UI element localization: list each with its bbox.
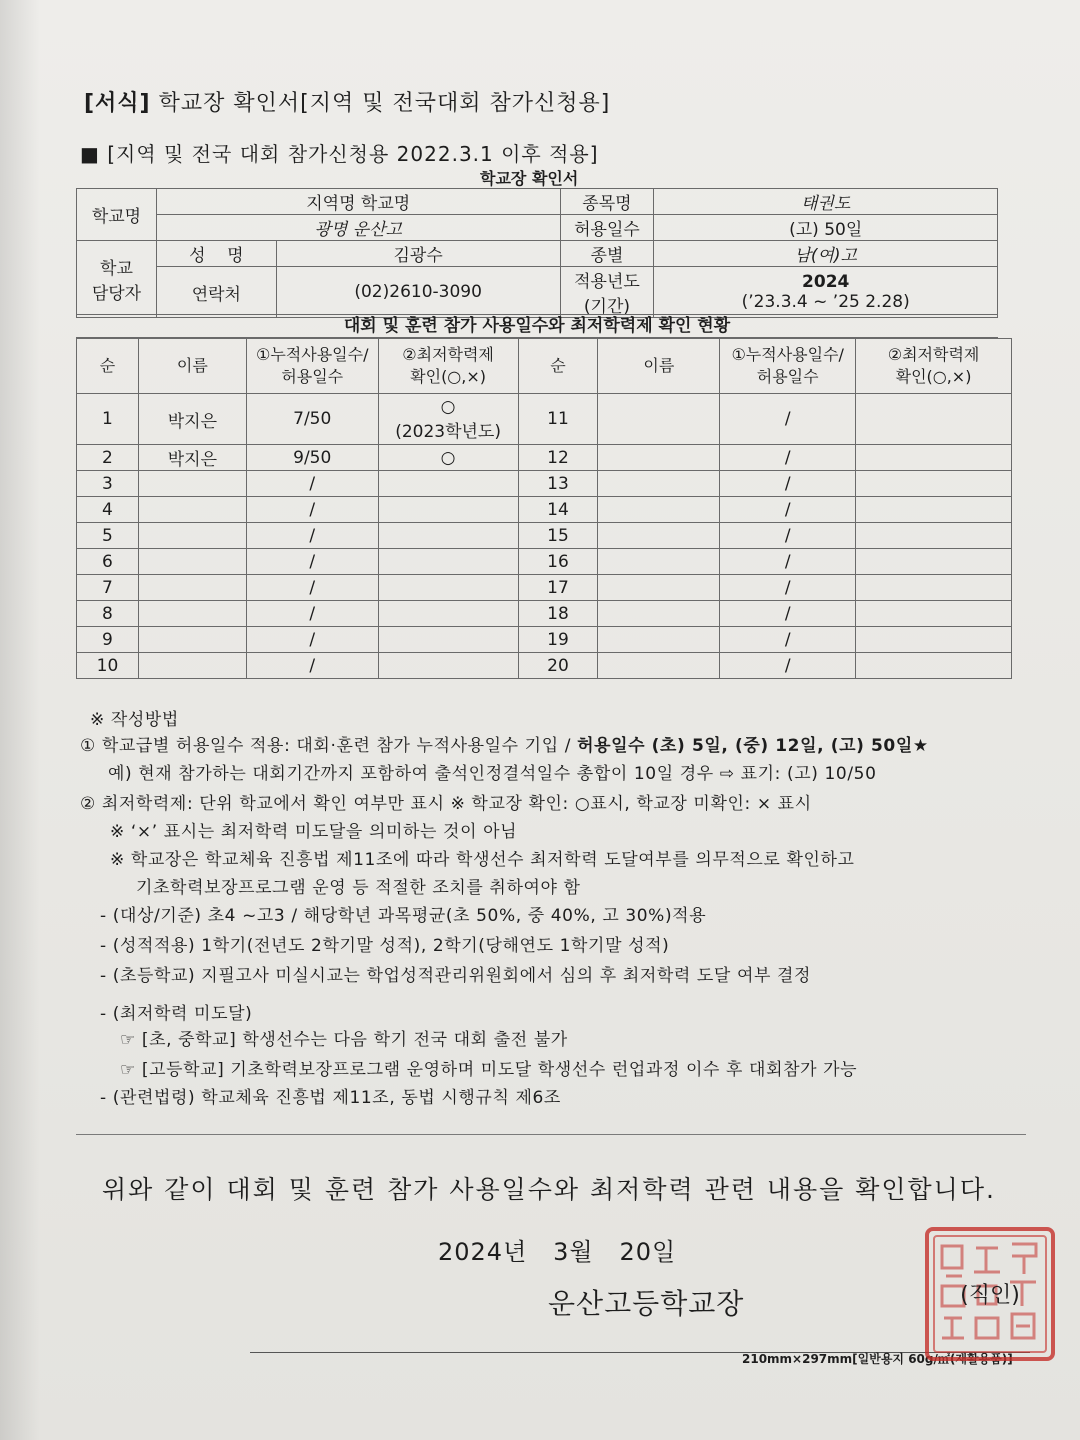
note-9: - (최저학력 미도달) xyxy=(100,1004,253,1024)
row-days: / xyxy=(720,627,856,653)
row-check xyxy=(856,549,1012,575)
row-no: 13 xyxy=(518,471,598,497)
name-value: 김광수 xyxy=(276,241,560,267)
note-2: ② 최저학력제: 단위 학교에서 확인 여부만 표시 ※ 학교장 확인: ○표시, 학교장 미확인: × 표시 xyxy=(80,794,812,814)
note-10: ☞ [초, 중학교] 학생선수는 다음 학기 전국 대회 출전 불가 xyxy=(120,1030,568,1050)
principal-title: 운산고등학교장 xyxy=(548,1287,745,1320)
row-name xyxy=(598,497,720,523)
row-no: 3 xyxy=(77,471,139,497)
row-check xyxy=(856,394,1012,445)
note-1-example: 예) 현재 참가하는 대회기간까지 포함하여 출석인정결석일수 총합이 10일 경우 ⇨ 표기: (고) 10/50 xyxy=(108,764,877,784)
row-name xyxy=(138,523,246,549)
row-no: 19 xyxy=(518,627,598,653)
form-tag: [서식] xyxy=(84,91,151,116)
row-name: 박지은 xyxy=(138,394,246,445)
row-name xyxy=(138,497,246,523)
sport-value: 태권도 xyxy=(654,189,998,215)
row-check xyxy=(378,523,518,549)
row-name xyxy=(598,523,720,549)
row-check xyxy=(856,523,1012,549)
row-check xyxy=(378,653,518,679)
row-no: 12 xyxy=(518,445,598,471)
gender-value: 남(여)고 xyxy=(654,241,998,267)
row-days: / xyxy=(246,523,378,549)
seal-label: (직인) xyxy=(960,1283,1020,1308)
form-title-text: 학교장 확인서[지역 및 전국대회 참가신청용] xyxy=(158,91,611,116)
region-school-label: 지역명 학교명 xyxy=(156,189,560,215)
row-check xyxy=(856,497,1012,523)
year-label xyxy=(560,267,654,318)
row-check xyxy=(856,601,1012,627)
row-check-mark: ○ xyxy=(440,447,456,468)
gender-label: 종별 xyxy=(560,241,654,267)
header-name-right: 이름 xyxy=(598,339,720,394)
school-info-table xyxy=(76,188,998,318)
table-row xyxy=(77,497,1012,523)
row-check xyxy=(856,575,1012,601)
note-1-bold: 허용일수 (초) 5일, (중) 12일, (고) 50일★ xyxy=(577,736,929,756)
row-name: 박지은 xyxy=(138,445,246,471)
section-title: ■ [지역 및 전국 대회 참가신청용 2022.3.1 이후 적용] xyxy=(80,142,599,166)
row-no: 6 xyxy=(77,549,139,575)
note-4: ※ 학교장은 학교체육 진흥법 제11조에 따라 학생선수 최저학력 도달여부를 의무적으로 확인하고 xyxy=(110,850,855,870)
status-title: 대회 및 훈련 참가 사용일수와 최저학력제 확인 현황 xyxy=(76,314,998,338)
row-days: / xyxy=(720,471,856,497)
table-row xyxy=(77,627,1012,653)
row-name xyxy=(138,471,246,497)
row-no: 8 xyxy=(77,601,139,627)
row-check xyxy=(856,445,1012,471)
row-name xyxy=(598,653,720,679)
row-name xyxy=(138,601,246,627)
row-check xyxy=(856,627,1012,653)
row-no: 1 xyxy=(77,394,139,445)
year-label-line2: (기간) xyxy=(583,297,630,317)
row-days: / xyxy=(246,627,378,653)
header-days-line2: 허용일수 xyxy=(281,367,344,386)
row-check xyxy=(378,601,518,627)
manager-label-line2: 담당자 xyxy=(91,284,142,304)
table-row xyxy=(77,601,1012,627)
note-12: - (관련법령) 학교체육 진흥법 제11조, 동법 시행규칙 제6조 xyxy=(100,1088,561,1108)
header-check-line2: 확인(○,×) xyxy=(410,367,487,386)
row-no: 10 xyxy=(77,653,139,679)
row-days: / xyxy=(720,523,856,549)
row-days: / xyxy=(720,601,856,627)
row-check xyxy=(378,575,518,601)
year-value: 2024 xyxy=(802,272,850,292)
row-no: 20 xyxy=(518,653,598,679)
row-no: 16 xyxy=(518,549,598,575)
divider-line xyxy=(76,1134,1026,1135)
row-days: / xyxy=(720,653,856,679)
row-name xyxy=(138,575,246,601)
row-name xyxy=(598,445,720,471)
row-check xyxy=(378,445,518,471)
note-1 xyxy=(80,738,929,755)
row-check-note: (2023학년도) xyxy=(395,421,501,442)
note-5: 기초학력보장프로그램 운영 등 적절한 조치를 취하여야 함 xyxy=(136,878,581,898)
row-no: 17 xyxy=(518,575,598,601)
row-name xyxy=(138,627,246,653)
row-days: / xyxy=(720,394,856,445)
row-days: / xyxy=(246,471,378,497)
row-no: 4 xyxy=(77,497,139,523)
certificate-title: 학교장 확인서 xyxy=(480,169,579,188)
table-row xyxy=(77,575,1012,601)
header-check-right-line2: 확인(○,×) xyxy=(895,367,972,386)
row-days: 7/50 xyxy=(246,394,378,445)
row-name xyxy=(598,549,720,575)
row-no: 5 xyxy=(77,523,139,549)
header-check xyxy=(378,339,518,394)
row-days: / xyxy=(720,497,856,523)
row-no: 18 xyxy=(518,601,598,627)
sport-label: 종목명 xyxy=(560,189,654,215)
note-7: - (성적적용) 1학기(전년도 2학기말 성적), 2학기(당해연도 1학기말 성적) xyxy=(100,936,670,956)
header-days-right-line1: ①누적사용일수/ xyxy=(731,345,844,365)
row-check-mark: ○ xyxy=(440,396,456,417)
note-8: - (초등학교) 지필고사 미실시교는 학업성적관리위원회에서 심의 후 최저학력 도달 여부 결정 xyxy=(100,966,812,986)
row-check xyxy=(378,471,518,497)
header-check-right-line1: ②최저학력제 xyxy=(887,345,980,365)
row-no: 14 xyxy=(518,497,598,523)
note-3: ※ ‘×’ 표시는 최저학력 미도달을 의미하는 것이 아님 xyxy=(110,822,518,842)
row-days: / xyxy=(720,549,856,575)
school-label: 학교명 xyxy=(77,189,157,241)
paper-spec-note: 210mm×297mm[일반용지 60g/㎡(재활용품)] xyxy=(742,1352,1013,1366)
row-days: / xyxy=(720,575,856,601)
row-days: / xyxy=(246,575,378,601)
contact-label: 연락처 xyxy=(156,267,276,318)
table-row xyxy=(77,471,1012,497)
confirmation-text: 위와 같이 대회 및 훈련 참가 사용일수와 최저학력 관련 내용을 확인합니다. xyxy=(102,1175,996,1204)
row-no: 7 xyxy=(77,575,139,601)
table-row xyxy=(77,445,1012,471)
name-label: 성 명 xyxy=(156,241,276,267)
usage-status-table xyxy=(76,338,1012,679)
header-no: 순 xyxy=(77,339,139,394)
row-check xyxy=(856,653,1012,679)
row-no: 2 xyxy=(77,445,139,471)
row-name xyxy=(598,394,720,445)
region-school-value: 광명 운산고 xyxy=(156,215,560,241)
header-name: 이름 xyxy=(138,339,246,394)
row-name xyxy=(138,549,246,575)
row-check xyxy=(856,471,1012,497)
allowed-days-value: (고) 50일 xyxy=(654,215,998,241)
table-row xyxy=(77,394,1012,445)
form-title xyxy=(84,86,610,117)
row-no: 11 xyxy=(518,394,598,445)
header-no-right: 순 xyxy=(518,339,598,394)
header-days-right xyxy=(720,339,856,394)
note-11: ☞ [고등학교] 기초학력보장프로그램 운영하며 미도달 학생선수 런업과정 이수 후 대회참가 가능 xyxy=(120,1060,858,1080)
header-check-right xyxy=(856,339,1012,394)
allowed-days-label: 허용일수 xyxy=(560,215,654,241)
note-1-text: ① 학교급별 허용일수 적용: 대회·훈련 참가 누적사용일수 기입 / xyxy=(80,736,578,756)
header-days xyxy=(246,339,378,394)
row-name xyxy=(598,627,720,653)
row-days: / xyxy=(246,601,378,627)
row-name xyxy=(598,575,720,601)
page-shadow xyxy=(0,0,40,1440)
issue-date: 2024년 3월 20일 xyxy=(438,1238,677,1266)
row-name xyxy=(138,653,246,679)
period-value: (’23.3.4 ~ ’25 2.28) xyxy=(741,292,910,312)
contact-value: (02)2610-3090 xyxy=(276,267,560,318)
manager-label-line1: 학교 xyxy=(100,259,133,279)
row-check xyxy=(378,627,518,653)
row-name xyxy=(598,601,720,627)
row-check xyxy=(378,497,518,523)
row-no: 9 xyxy=(77,627,139,653)
year-cell xyxy=(654,267,998,318)
row-days: / xyxy=(720,445,856,471)
header-check-line1: ②최저학력제 xyxy=(402,345,494,365)
official-seal-stamp xyxy=(924,1226,1056,1362)
row-days: / xyxy=(246,497,378,523)
table-row xyxy=(77,653,1012,679)
table-row xyxy=(77,523,1012,549)
year-label-line1: 적용년도 xyxy=(574,272,640,292)
note-6: - (대상/기준) 초4 ~고3 / 해당학년 과목평균(초 50%, 중 40%, 고 30%)적용 xyxy=(100,906,707,926)
row-name xyxy=(598,471,720,497)
row-days: 9/50 xyxy=(246,445,378,471)
row-days: / xyxy=(246,549,378,575)
row-days: / xyxy=(246,653,378,679)
header-days-right-line2: 허용일수 xyxy=(756,367,819,386)
row-check xyxy=(378,394,518,445)
notes-heading: ※ 작성방법 xyxy=(90,710,179,730)
row-check xyxy=(378,549,518,575)
table-header-row xyxy=(77,339,1012,394)
row-no: 15 xyxy=(518,523,598,549)
table-row xyxy=(77,549,1012,575)
header-days-line1: ①누적사용일수/ xyxy=(255,345,369,365)
manager-label xyxy=(77,241,157,318)
